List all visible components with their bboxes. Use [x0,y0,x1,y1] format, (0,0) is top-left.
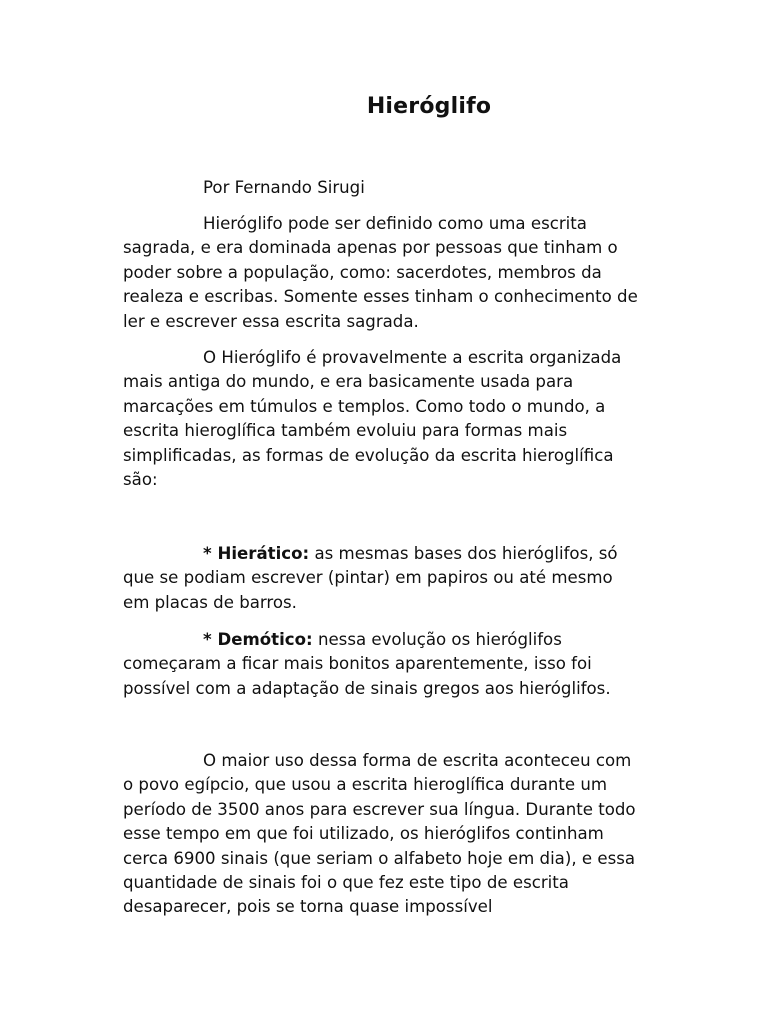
term-hieratico: * Hierático: [203,544,310,563]
document-title: Hieróglifo [366,94,492,119]
paragraph-1-block [123,212,643,334]
item-hieratico-block [123,542,643,615]
paragraph-2-block [123,346,643,492]
list-item-hieratico [123,542,643,615]
paragraph-1: Hieróglifo pode ser definido como uma escrita sagrada, e era dominada apenas por pessoas que tinham o poder sobre a população, como: sacerdotes, membros da realeza e escribas. Somente esses tinham o conhecimento de ler e escrever essa escrita sagrada. [123,214,638,331]
list-item-demotico [123,628,643,701]
item-demotico-block [123,628,643,701]
text-demotico: nessa evolução os hieróglifos começaram a ficar mais bonitos aparentemente, isso foi possível com a adaptação de sinais gregos aos hieróglifos. [123,630,611,698]
author-line: Por Fernando Sirugi [203,178,365,197]
text-hieratico: as mesmas bases dos hieróglifos, só que se podiam escrever (pintar) em papiros ou até mesmo em placas de barros. [123,544,618,612]
term-demotico: * Demótico: [203,630,313,649]
final-paragraph: O maior uso dessa forma de escrita aconteceu com o povo egípcio, que usou a escrita hieroglífica durante um período de 3500 anos para escrever sua língua. Durante todo esse tempo em que foi utilizado, os hieróglifos continham cerca 6900 sinais (que seriam o alfabeto hoje em dia), e essa quantidade de sinais foi o que fez este tipo de escrita desaparecer, pois se torna quase impossível [123,751,636,917]
final-paragraph-block [123,749,643,920]
paragraph-2: O Hieróglifo é provavelmente a escrita organizada mais antiga do mundo, e era basicamente usada para marcações em túmulos e templos. Como todo o mundo, a escrita hieroglífica também evoluiu para formas mais simplificadas, as formas de evolução da escrita hieroglífica são: [123,348,622,490]
author-block [123,176,643,200]
